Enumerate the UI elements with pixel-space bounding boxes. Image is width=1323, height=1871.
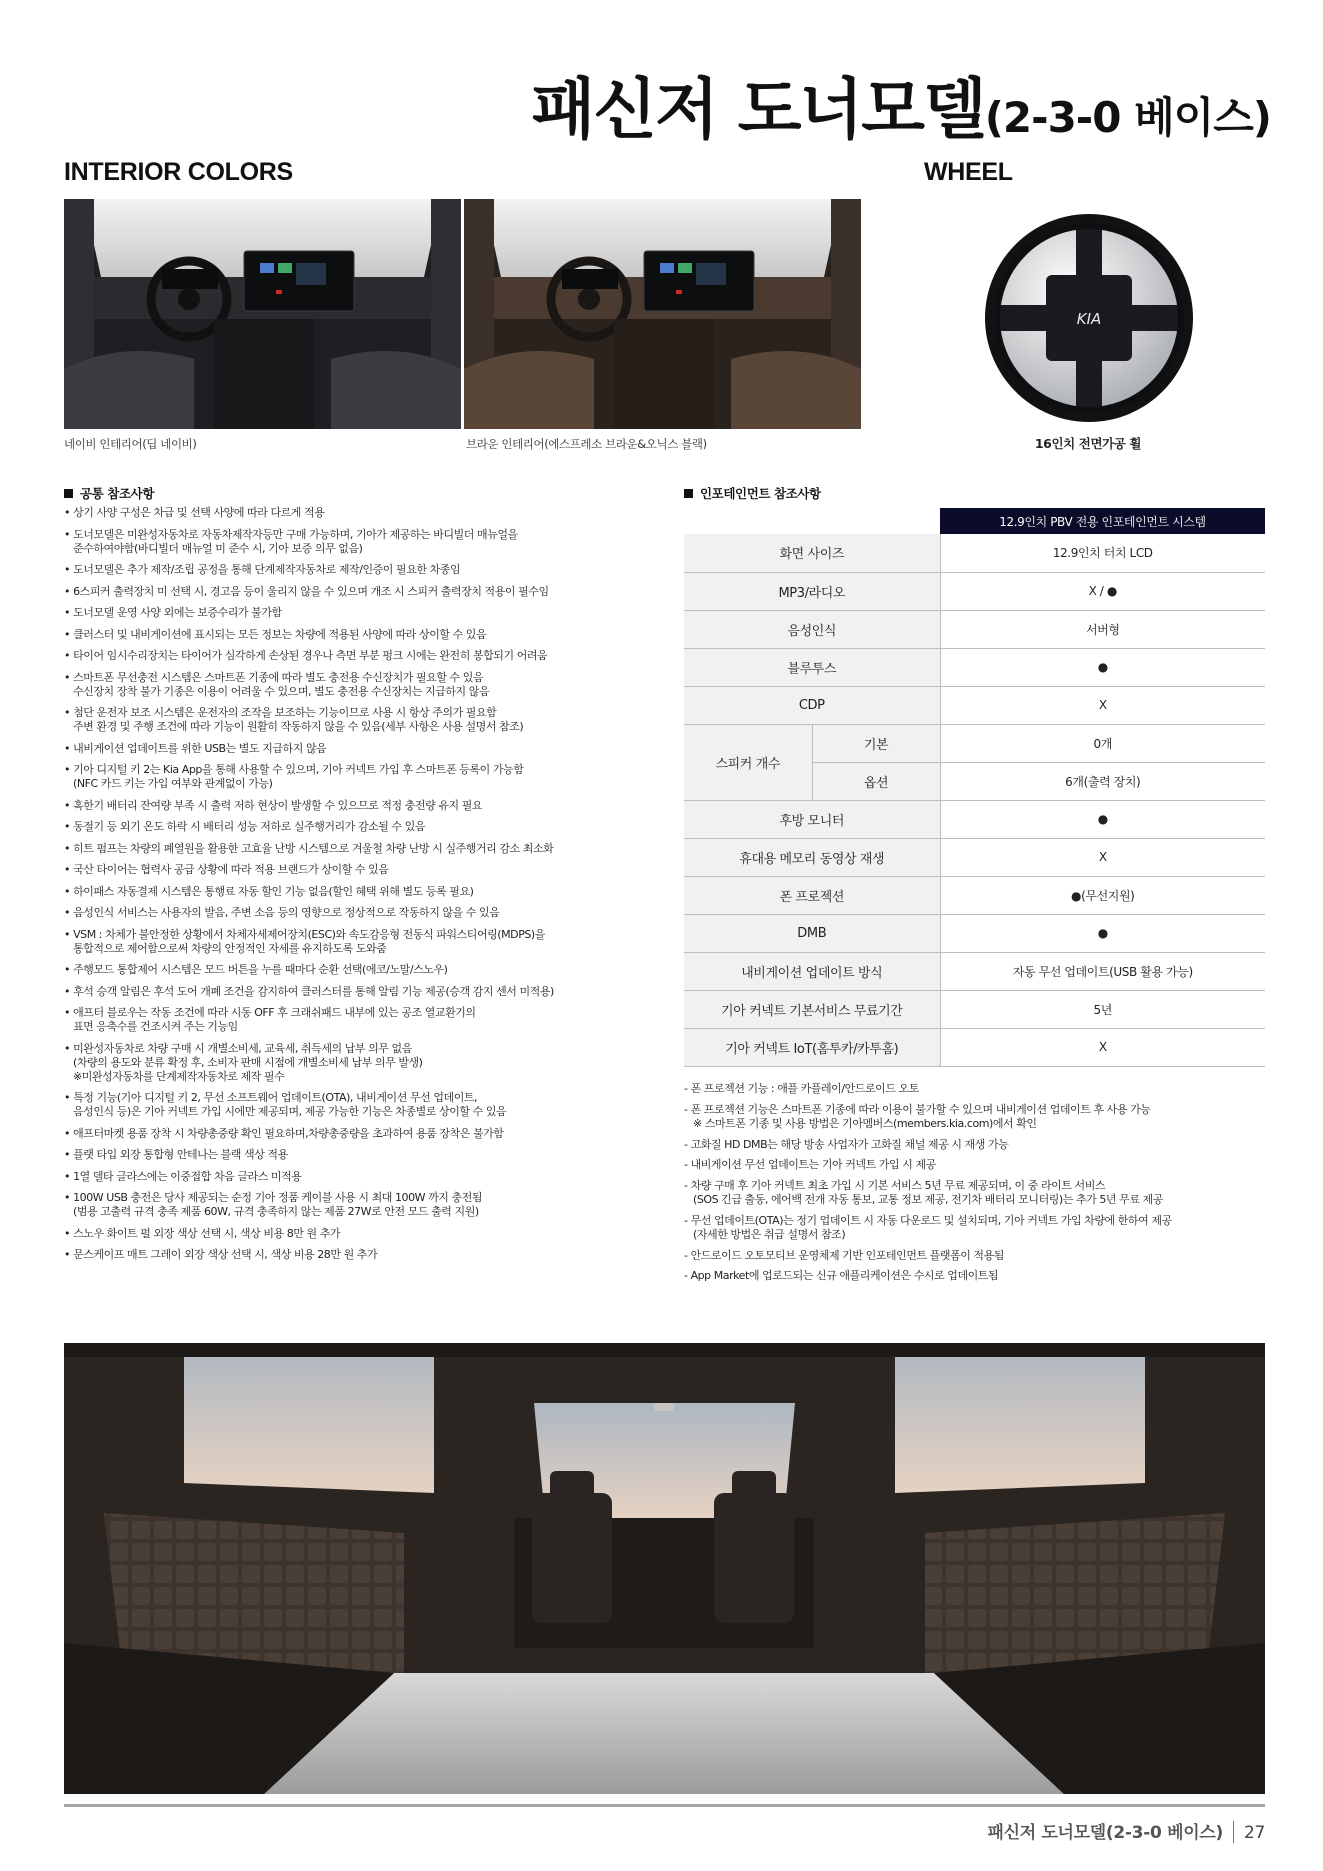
common-note-item: • 특정 기능(기아 디지털 키 2, 무선 소프트웨어 업데이트(OTA), 내비게이션 무선 업데이트, 음성인식 등)은 기아 커넥트 가입 시에만 제공되며, 제공 가능한 기능은 차종별로 상이할 수 있음	[64, 1091, 674, 1119]
infotainment-note-item: - 내비게이션 무선 업데이트는 기아 커넥트 가입 시 제공	[684, 1158, 936, 1171]
table-row: 후방 모니터 ●	[684, 800, 1265, 838]
table-row: 화면 사이즈 12.9인치 터치 LCD	[684, 534, 1265, 572]
common-note-item: • 플랫 타입 외장 통합형 안테나는 블랙 색상 적용	[64, 1148, 674, 1162]
square-bullet-icon	[684, 489, 693, 498]
common-note-item: • 스노우 화이트 펄 외장 색상 선택 시, 색상 비용 8만 원 추가	[64, 1227, 674, 1241]
common-note-item: • 동절기 등 외기 온도 하락 시 배터리 성능 저하로 실주행거리가 감소될 수 있음	[64, 820, 674, 834]
table-row: 기아 커넥트 기본서비스 무료기간 5년	[684, 990, 1265, 1028]
page-footer	[987, 1818, 1265, 1843]
common-note-item: • 6스피커 출력장치 미 선택 시, 경고음 등이 울리지 않을 수 있으며 개조 시 스피커 출력장치 적용이 필수임	[64, 585, 674, 599]
table-row: 음성인식 서버형	[684, 610, 1265, 648]
page-title	[531, 56, 1271, 151]
wheel-heading: WHEEL	[924, 158, 1013, 186]
common-note-item: • 국산 타이어는 협력사 공급 상황에 따라 적용 브랜드가 상이할 수 있음	[64, 863, 674, 877]
common-note-item: • 첨단 운전자 보조 시스템은 운전자의 조작을 보조하는 기능이므로 사용 시 항상 주의가 필요함 주변 환경 및 주행 조건에 따라 기능이 원활히 작동하지 않을 수 있음(세부 사항은 사용 설명서 참조)	[64, 706, 674, 734]
table-row: 폰 프로젝션 ●(무선지원)	[684, 876, 1265, 914]
common-note-item: • 히트 펌프는 차량의 폐열원을 활용한 고효율 난방 시스템으로 겨울철 차량 난방 시 실주행거리 감소 최소화	[64, 842, 674, 856]
infotainment-table	[684, 508, 1265, 1067]
table-row: 내비게이션 업데이트 방식 자동 무선 업데이트(USB 활용 가능)	[684, 952, 1265, 990]
infotainment-note-item: - 무선 업데이트(OTA)는 정기 업데이트 시 자동 다운로드 및 설치되며, 기아 커넥트 가입 차량에 한하여 제공 (자세한 방법은 취급 설명서 참조)	[684, 1213, 1172, 1241]
page-title-sub: (2-3-0 베이스)	[984, 93, 1271, 142]
page-number: 27	[1243, 1823, 1265, 1843]
brown-interior-caption: 브라운 인테리어(에스프레소 브라운&오닉스 블랙)	[466, 437, 707, 451]
infotainment-note-item: - 폰 프로젝션 기능은 스마트폰 기종에 따라 이용이 불가할 수 있으며 내비게이션 업데이트 후 사용 가능 ※ 스마트폰 기종 및 사용 방법은 기아멤버스(members.kia.com)에서 확인	[684, 1102, 1151, 1130]
infotainment-note-item: - 폰 프로젝션 기능 : 애플 카플레이/안드로이드 오토	[684, 1082, 919, 1095]
table-row: DMB ●	[684, 914, 1265, 952]
interior-colors-heading: INTERIOR COLORS	[64, 158, 293, 186]
infotainment-note-item: - 차량 구매 후 기아 커넥트 최초 가입 시 기본 서비스 5년 무료 제공되며, 이 중 라이트 서비스 (SOS 긴급 출동, 에어백 전개 자동 통보, 교통 정보 제공, 전기차 배터리 모니터링)는 추가 5년 무료 제공	[684, 1178, 1163, 1206]
common-note-item: • 상기 사양 구성은 차급 및 선택 사양에 따라 다르게 적용	[64, 506, 674, 520]
common-note-item: • 도너모델 운영 사양 외에는 보증수리가 불가함	[64, 606, 674, 620]
infotainment-heading: 인포테인먼트 참조사항	[684, 484, 821, 502]
common-note-item: • 1열 델타 글라스에는 이중접합 차음 글라스 미적용	[64, 1170, 674, 1184]
common-note-item: • 음성인식 서비스는 사용자의 발음, 주변 소음 등의 영향으로 정상적으로 작동하지 않을 수 있음	[64, 906, 674, 920]
cabin-interior-photo	[64, 1343, 1265, 1794]
table-row: 옵션 6개(출력 장치)	[684, 762, 1265, 800]
common-note-item: • 혹한기 배터리 잔여량 부족 시 출력 저하 현상이 발생할 수 있으므로 적정 충전량 유지 필요	[64, 799, 674, 813]
common-notes-list	[64, 506, 674, 1270]
navy-interior-photo	[64, 199, 461, 429]
common-note-item: • VSM : 차체가 불안정한 상황에서 차체자세제어장치(ESC)와 속도감응형 전동식 파워스티어링(MDPS)을 통합적으로 제어함으로써 차량의 안정적인 자세를 유지하도록 도와줌	[64, 928, 674, 956]
footer-divider	[64, 1804, 1265, 1807]
common-note-item: • 문스케이프 매트 그레이 외장 색상 선택 시, 색상 비용 28만 원 추가	[64, 1248, 674, 1262]
kia-logo: KIA	[1076, 310, 1102, 328]
infotainment-note-item: - 안드로이드 오토모티브 운영체제 기반 인포테인먼트 플랫폼이 적용됨	[684, 1248, 1004, 1262]
table-row: 기아 커넥트 IoT(홈투카/카투홈) X	[684, 1028, 1265, 1066]
table-row: 휴대용 메모리 동영상 재생 X	[684, 838, 1265, 876]
brown-interior-photo	[464, 199, 861, 429]
common-note-item: • 100W USB 충전은 당사 제공되는 순정 기아 정품 케이블 사용 시 최대 100W 까지 충전됨 (범용 고출력 규격 충족 제품 60W, 규격 충족하지 않는 제품 27W로 안전 모드 출력 지원)	[64, 1191, 674, 1219]
common-note-item: • 도너모델은 추가 제작/조립 공정을 통해 단계제작자동차로 제작/인증이 필요한 차종임	[64, 563, 674, 577]
common-note-item: • 애프터마켓 용품 장착 시 차량총중량 확인 필요하며,차량총중량을 초과하여 용품 장착은 불가함	[64, 1127, 674, 1141]
page-title-main: 패신저 도너모델	[531, 71, 985, 148]
common-note-item: • 애프터 블로우는 작동 조건에 따라 시동 OFF 후 크래쉬패드 내부에 있는 공조 열교환기의 표면 응축수를 건조시켜 주는 기능임	[64, 1006, 674, 1034]
footer-separator	[1233, 1821, 1234, 1843]
common-note-item: • 도너모델은 미완성자동차로 자동차제작자등만 구매 가능하며, 기아가 제공하는 바디빌더 매뉴얼을 준수하여야함(바디빌더 매뉴얼 미 준수 시, 기아 보증 의무 없음)	[64, 528, 674, 556]
square-bullet-icon	[64, 489, 73, 498]
speaker-count-label: 스피커 개수	[684, 724, 812, 800]
infotainment-note-item: - App Market에 업로드되는 신규 애플리케이션은 수시로 업데이트됨	[684, 1269, 999, 1282]
common-note-item: • 스마트폰 무선충전 시스템은 스마트폰 기종에 따라 별도 충전용 수신장치가 필요할 수 있음 수신장치 장착 불가 기종은 이용이 어려울 수 있으며, 별도 충전용 수신장치는 지급하지 않음	[64, 671, 674, 699]
table-row: CDP X	[684, 686, 1265, 724]
table-row: 블루투스 ●	[684, 648, 1265, 686]
navy-interior-caption: 네이비 인테리어(딥 네이비)	[64, 437, 197, 451]
table-row: MP3/라디오 X / ●	[684, 572, 1265, 610]
common-note-item: • 후석 승객 알림은 후석 도어 개폐 조건을 감지하여 클러스터를 통해 알림 기능 제공(승객 감지 센서 미적용)	[64, 985, 674, 999]
wheel-caption: 16인치 전면가공 휠	[1034, 436, 1142, 451]
common-note-item: • 미완성자동차로 차량 구매 시 개별소비세, 교육세, 취득세의 납부 의무 없음 (차량의 용도와 분류 확정 후, 소비자 판매 시점에 개별소비세 납부 의무 발생) ※미완성자동차를 단계제작자동차로 제작 필수	[64, 1042, 674, 1084]
common-note-item: • 주행모드 통합제어 시스템은 모드 버튼을 누를 때마다 순환 선택(에코/노말/스노우)	[64, 963, 674, 977]
table-column-header: 12.9인치 PBV 전용 인포테인먼트 시스템	[940, 508, 1265, 534]
footer-title: 패신저 도너모델(2-3-0 베이스)	[987, 1823, 1223, 1843]
common-note-item: • 기아 디지털 키 2는 Kia App을 통해 사용할 수 있으며, 기아 커넥트 가입 후 스마트폰 등록이 가능함 (NFC 카드 키는 가입 여부와 관계없이 가능)	[64, 763, 674, 791]
infotainment-note-item: - 고화질 HD DMB는 해당 방송 사업자가 고화질 채널 제공 시 재생 가능	[684, 1137, 1009, 1151]
common-note-item: • 내비게이션 업데이트를 위한 USB는 별도 지급하지 않음	[64, 742, 674, 756]
wheel-photo	[984, 213, 1194, 423]
table-header-row	[684, 508, 1265, 534]
table-row: 스피커 개수 기본 0개	[684, 724, 1265, 762]
infotainment-notes-list	[684, 1082, 1274, 1290]
common-note-item: • 하이패스 자동결제 시스템은 통행료 자동 할인 기능 없음(할인 혜택 위해 별도 등록 필요)	[64, 885, 674, 899]
common-note-item: • 클러스터 및 내비게이션에 표시되는 모든 정보는 차량에 적용된 사양에 따라 상이할 수 있음	[64, 628, 674, 642]
common-notes-heading: 공통 참조사항	[64, 484, 154, 502]
common-note-item: • 타이어 임시수리장치는 타이어가 심각하게 손상된 경우나 측면 부분 펑크 시에는 완전히 봉합되기 어려움	[64, 649, 674, 663]
